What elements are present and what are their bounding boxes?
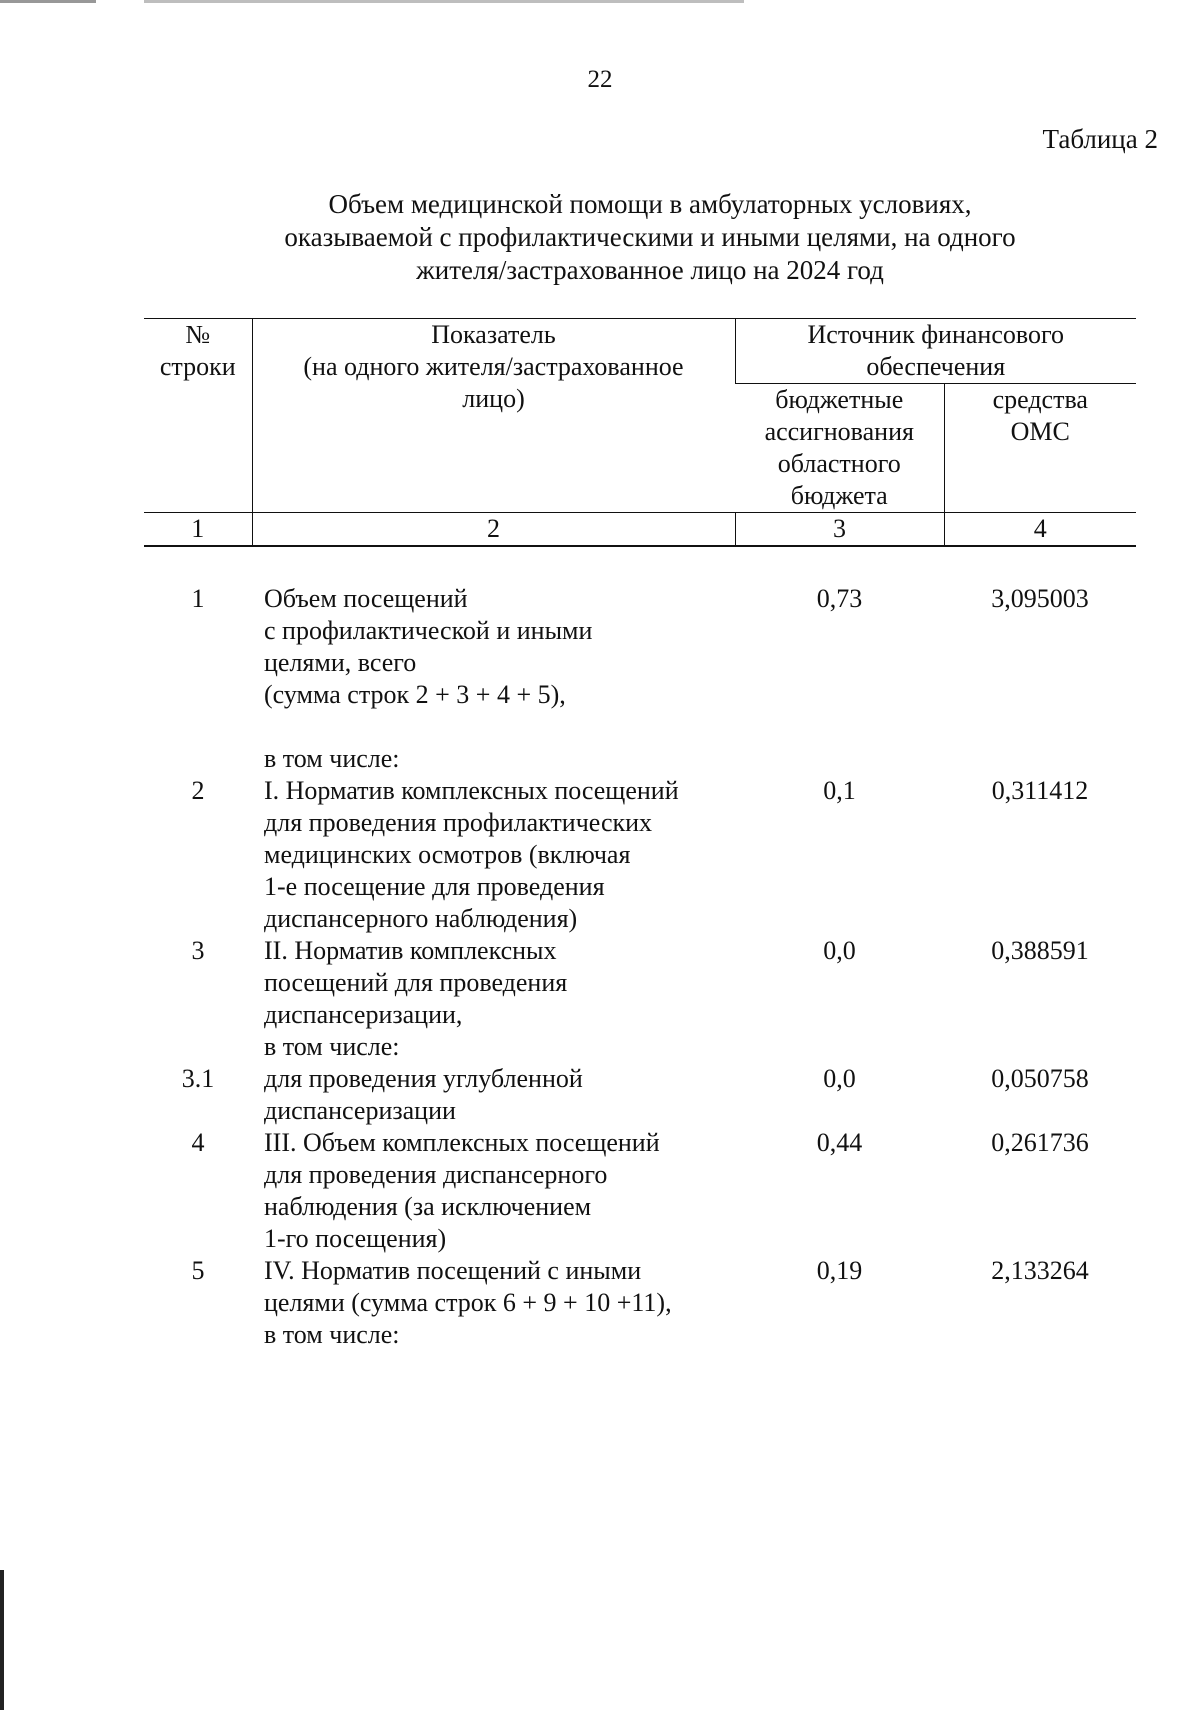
row-indicator: Объем посещений с профилактической и иными целями, всего (сумма строк 2 + 3 + 4 + 5), в том числе: — [264, 584, 593, 773]
row-number: 1 — [191, 584, 205, 613]
row-number: 4 — [191, 1128, 205, 1157]
header-budget: бюджетные ассигнования областного бюджета — [764, 385, 914, 510]
row-oms-value: 0,311412 — [991, 776, 1089, 805]
scan-edge-top — [0, 0, 1200, 3]
row-budget-value: 0,0 — [823, 936, 856, 965]
column-number: 1 — [144, 513, 252, 547]
row-budget-value: 0,19 — [816, 1256, 863, 1285]
title-line: оказываемой с профилактическими и иными целями, на одного — [284, 222, 1016, 252]
row-indicator: для проведения углубленной диспансеризации — [264, 1064, 583, 1125]
row-indicator: II. Норматив комплексных посещений для проведения диспансеризации, в том числе: — [264, 936, 568, 1061]
row-indicator: I. Норматив комплексных посещений для проведения профилактических медицинских осмотров (включая 1-е посещение для проведения диспансерного наблюдения) — [264, 776, 679, 933]
row-budget-value: 0,73 — [816, 584, 863, 613]
row-oms-value: 0,261736 — [991, 1128, 1089, 1157]
title-line: Объем медицинской помощи в амбулаторных условиях, — [328, 189, 972, 219]
header-funding-source: Источник финансового обеспечения — [735, 319, 1136, 384]
header-row — [144, 319, 1136, 384]
table-row — [144, 546, 1136, 775]
document-title — [200, 188, 1100, 287]
row-number: 3 — [191, 936, 205, 965]
row-budget-value: 0,44 — [816, 1128, 863, 1157]
row-number: 2 — [191, 776, 205, 805]
row-oms-value: 3,095003 — [991, 584, 1089, 613]
header-oms: средства ОМС — [944, 384, 1136, 513]
column-number: 3 — [735, 513, 944, 547]
table-row — [144, 1255, 1136, 1351]
row-oms-value: 0,388591 — [991, 936, 1089, 965]
row-indicator: III. Объем комплексных посещений для проведения диспансерного наблюдения (за исключением 1-го посещения) — [264, 1128, 660, 1253]
row-number: 5 — [191, 1256, 205, 1285]
column-number: 4 — [944, 513, 1136, 547]
column-number-row — [144, 513, 1136, 547]
page-number: 22 — [587, 66, 613, 93]
row-budget-value: 0,0 — [823, 1064, 856, 1093]
volume-table — [144, 318, 1136, 1351]
header-row-number: № строки — [144, 319, 252, 513]
row-oms-value: 2,133264 — [991, 1256, 1089, 1285]
table-row — [144, 775, 1136, 935]
table-row — [144, 1063, 1136, 1127]
row-number: 3.1 — [181, 1064, 215, 1093]
header-indicator: Показатель (на одного жителя/застрахованное лицо) — [252, 319, 735, 513]
title-line: жителя/застрахованное лицо на 2024 год — [416, 255, 884, 285]
row-budget-value: 0,1 — [823, 776, 856, 805]
scan-edge-left — [0, 1570, 4, 1710]
table-label: Таблица 2 — [1042, 124, 1158, 154]
table-row — [144, 935, 1136, 1063]
table-row — [144, 1127, 1136, 1255]
row-oms-value: 0,050758 — [991, 1064, 1089, 1093]
column-number: 2 — [252, 513, 735, 547]
row-indicator: IV. Норматив посещений с иными целями (сумма строк 6 + 9 + 10 +11), в том числе: — [264, 1256, 672, 1349]
